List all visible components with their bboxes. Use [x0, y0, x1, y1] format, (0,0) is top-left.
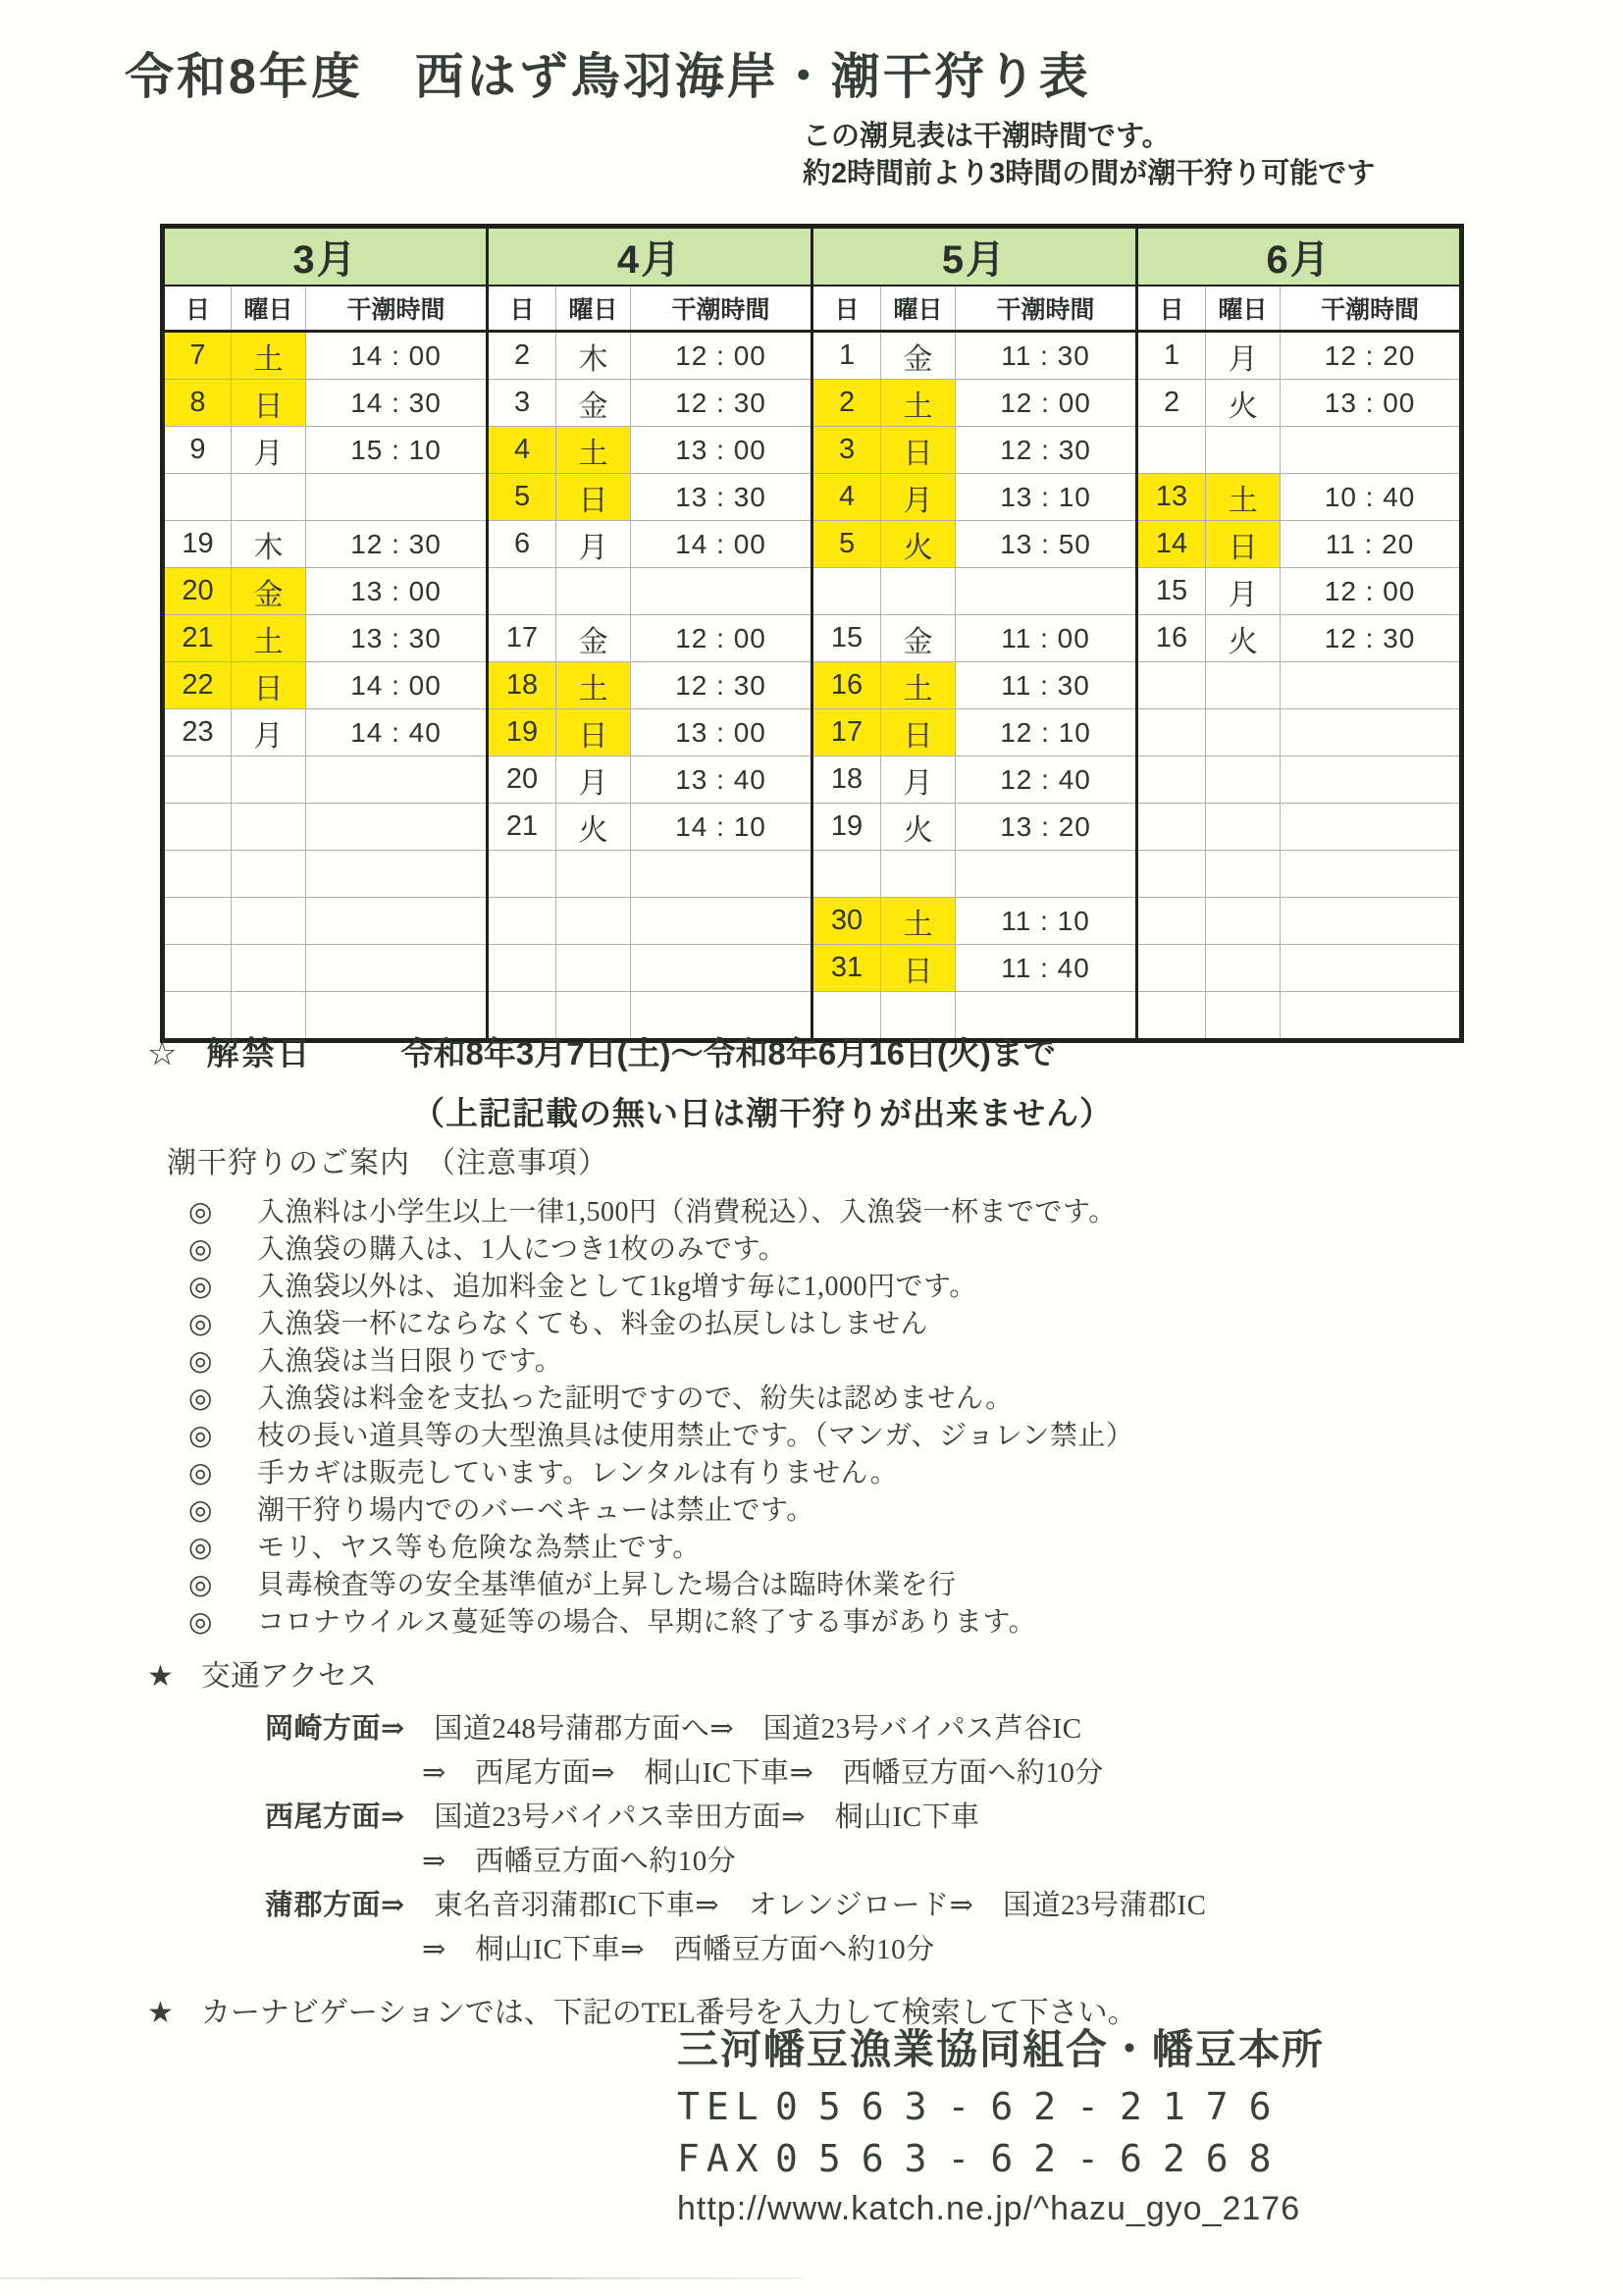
- day-cell: 21: [163, 615, 232, 662]
- subtitle-line1: この潮見表は干潮時間です。: [803, 121, 1171, 152]
- time-cell: [631, 851, 812, 898]
- time-cell: [631, 945, 812, 992]
- guide-item: [167, 1600, 1133, 1638]
- weekday-cell: [881, 568, 956, 615]
- weekday-cell: [556, 898, 631, 945]
- tide-table: [160, 224, 1464, 1043]
- weekday-cell: 火: [881, 804, 956, 851]
- day-cell: 19: [488, 709, 556, 757]
- day-cell: [488, 898, 556, 945]
- guide-item: [167, 1488, 1133, 1526]
- double-circle-bullet-icon: ◎: [188, 1570, 213, 1600]
- tel-label: TEL: [677, 2085, 765, 2128]
- tide-row: [163, 615, 1462, 662]
- time-cell: [1281, 992, 1462, 1041]
- guide-item: [167, 1265, 1133, 1302]
- time-cell: 14 : 40: [306, 709, 488, 757]
- page-title: 令和8年度 西はず鳥羽海岸・潮干狩り表: [125, 49, 1091, 104]
- day-cell: [1137, 709, 1206, 757]
- col-header-weekday: 曜日: [232, 286, 306, 332]
- double-circle-bullet-icon: ◎: [188, 1197, 213, 1227]
- day-cell: [1137, 992, 1206, 1041]
- weekday-cell: [1206, 804, 1281, 851]
- day-cell: [163, 804, 232, 851]
- double-circle-bullet-icon: ◎: [188, 1607, 213, 1638]
- weekday-cell: 土: [232, 615, 306, 662]
- time-cell: 14 : 30: [306, 380, 488, 427]
- guide-item: [167, 1526, 1133, 1563]
- weekday-cell: 日: [881, 427, 956, 474]
- weekday-cell: 月: [1206, 332, 1281, 380]
- weekday-cell: 日: [1206, 521, 1281, 568]
- time-cell: 12 : 00: [956, 380, 1137, 427]
- tide-row: [163, 804, 1462, 851]
- weekday-cell: 日: [556, 709, 631, 757]
- time-cell: 14 : 00: [631, 521, 812, 568]
- day-cell: [163, 851, 232, 898]
- double-circle-bullet-icon: ◎: [188, 1383, 213, 1414]
- tel-number: 0563-62-2176: [775, 2085, 1292, 2128]
- weekday-cell: [1206, 662, 1281, 709]
- col-header-time: 干潮時間: [1281, 286, 1462, 332]
- double-circle-bullet-icon: ◎: [188, 1495, 213, 1526]
- route-origin: 西尾方面⇒: [265, 1801, 405, 1833]
- day-cell: 18: [812, 757, 881, 804]
- weekday-cell: 日: [232, 662, 306, 709]
- time-cell: 12 : 30: [631, 662, 812, 709]
- weekday-cell: 金: [232, 568, 306, 615]
- weekday-cell: 火: [1206, 380, 1281, 427]
- time-cell: [1281, 945, 1462, 992]
- guide-item-text: 入漁袋は当日限りです。: [257, 1346, 563, 1377]
- day-cell: [812, 568, 881, 615]
- weekday-cell: [556, 851, 631, 898]
- guide-item: [167, 1451, 1133, 1488]
- weekday-cell: 金: [881, 615, 956, 662]
- route-origin: 岡崎方面⇒: [265, 1713, 405, 1745]
- tide-row: [163, 332, 1462, 380]
- star-filled-icon: ★: [147, 1997, 174, 2029]
- guide-item-text: 入漁袋以外は、追加料金として1kg増す毎に1,000円です。: [257, 1272, 977, 1302]
- time-cell: 11 : 00: [956, 615, 1137, 662]
- time-cell: [306, 804, 488, 851]
- guide-item-text: 潮干狩り場内でのバーベキューは禁止です。: [257, 1495, 814, 1526]
- day-cell: 16: [1137, 615, 1206, 662]
- route-description: 東名音羽蒲郡IC下車⇒ オレンジロード⇒ 国道23号蒲郡IC: [404, 1890, 1207, 1921]
- access-route-line: [265, 1706, 1206, 1750]
- weekday-cell: [1206, 992, 1281, 1041]
- month-header-march: 3月: [163, 227, 488, 287]
- access-section: [147, 1651, 1206, 1971]
- access-route-line: [265, 1883, 1206, 1927]
- open-season-note: （上記記載の無い日は潮干狩りが出来ません）: [412, 1095, 1113, 1131]
- guide-item-text: 手カギは販売しています。レンタルは有りません。: [257, 1458, 899, 1488]
- time-cell: 12 : 30: [1281, 615, 1462, 662]
- weekday-cell: 火: [556, 804, 631, 851]
- day-cell: 21: [488, 804, 556, 851]
- scan-artifact-line: [0, 2277, 805, 2279]
- day-cell: [488, 568, 556, 615]
- day-cell: [1137, 898, 1206, 945]
- weekday-cell: 月: [556, 521, 631, 568]
- time-cell: 11 : 40: [956, 945, 1137, 992]
- access-heading: 交通アクセス: [200, 1660, 378, 1693]
- day-cell: [163, 474, 232, 521]
- time-cell: 14 : 00: [306, 662, 488, 709]
- time-cell: 12 : 30: [956, 427, 1137, 474]
- tide-row: [163, 945, 1462, 992]
- carnavi-text: カーナビゲーションでは、下記のTEL番号を入力して検索して下さい。: [200, 1997, 1137, 2029]
- day-cell: 2: [1137, 380, 1206, 427]
- day-cell: [488, 851, 556, 898]
- col-header-time: 干潮時間: [631, 286, 812, 332]
- col-header-day: 日: [1137, 286, 1206, 332]
- day-cell: 16: [812, 662, 881, 709]
- day-cell: 22: [163, 662, 232, 709]
- weekday-cell: 日: [881, 945, 956, 992]
- weekday-cell: [881, 851, 956, 898]
- contact-block: [677, 2017, 1325, 2228]
- time-cell: 13 : 00: [631, 427, 812, 474]
- double-circle-bullet-icon: ◎: [188, 1421, 213, 1451]
- day-cell: 7: [163, 332, 232, 380]
- guide-section: [167, 1138, 1133, 1638]
- guide-item-text: 入漁料は小学生以上一律1,500円（消費税込）、入漁袋一杯までです。: [257, 1197, 1117, 1227]
- day-cell: 9: [163, 427, 232, 474]
- col-header-day: 日: [163, 286, 232, 332]
- time-cell: [306, 898, 488, 945]
- weekday-cell: [1206, 851, 1281, 898]
- day-cell: 5: [488, 474, 556, 521]
- tide-row: [163, 474, 1462, 521]
- weekday-cell: 月: [881, 757, 956, 804]
- day-cell: [488, 945, 556, 992]
- subtitle-line2: 約2時間前より3時間の間が潮干狩り可能です: [803, 158, 1376, 189]
- access-route-line: [265, 1795, 1206, 1839]
- time-cell: 12 : 20: [1281, 332, 1462, 380]
- weekday-cell: 木: [556, 332, 631, 380]
- time-cell: 13 : 00: [306, 568, 488, 615]
- double-circle-bullet-icon: ◎: [188, 1309, 213, 1339]
- day-cell: 20: [163, 568, 232, 615]
- day-cell: 18: [488, 662, 556, 709]
- weekday-cell: [232, 757, 306, 804]
- time-cell: [1281, 804, 1462, 851]
- day-cell: [812, 851, 881, 898]
- access-routes: [265, 1706, 1206, 1971]
- day-cell: 14: [1137, 521, 1206, 568]
- time-cell: [306, 851, 488, 898]
- weekday-cell: 土: [881, 898, 956, 945]
- day-cell: [1137, 427, 1206, 474]
- time-cell: 14 : 00: [306, 332, 488, 380]
- star-outline-icon: ☆: [147, 1035, 178, 1072]
- weekday-cell: [556, 945, 631, 992]
- guide-item-text: 枝の長い道具等の大型漁具は使用禁止です。（マンガ、ジョレン禁止）: [257, 1421, 1134, 1451]
- weekday-cell: 月: [556, 757, 631, 804]
- double-circle-bullet-icon: ◎: [188, 1346, 213, 1377]
- open-season-section: [147, 1028, 1113, 1134]
- time-cell: 13 : 40: [631, 757, 812, 804]
- time-cell: [631, 898, 812, 945]
- col-header-weekday: 曜日: [1206, 286, 1281, 332]
- time-cell: 12 : 00: [1281, 568, 1462, 615]
- time-cell: [956, 568, 1137, 615]
- weekday-cell: 日: [232, 380, 306, 427]
- col-header-weekday: 曜日: [556, 286, 631, 332]
- day-cell: [163, 898, 232, 945]
- organization-name: 三河幡豆漁業協同組合・幡豆本所: [677, 2026, 1326, 2072]
- day-cell: 15: [812, 615, 881, 662]
- weekday-cell: [232, 474, 306, 521]
- day-cell: 1: [1137, 332, 1206, 380]
- guide-item-text: 入漁袋の購入は、1人につき1枚のみです。: [257, 1234, 787, 1265]
- weekday-cell: 金: [556, 615, 631, 662]
- day-cell: 6: [488, 521, 556, 568]
- time-cell: [1281, 427, 1462, 474]
- weekday-cell: 土: [556, 662, 631, 709]
- weekday-cell: 土: [232, 332, 306, 380]
- time-cell: [1281, 898, 1462, 945]
- guide-heading: 潮干狩りのご案内 （注意事項）: [167, 1147, 608, 1179]
- weekday-cell: 月: [881, 474, 956, 521]
- time-cell: 11 : 10: [956, 898, 1137, 945]
- time-cell: 12 : 00: [631, 615, 812, 662]
- day-cell: 31: [812, 945, 881, 992]
- weekday-cell: 日: [556, 474, 631, 521]
- day-cell: [1137, 851, 1206, 898]
- weekday-cell: [1206, 757, 1281, 804]
- weekday-cell: [556, 568, 631, 615]
- day-cell: 4: [488, 427, 556, 474]
- time-cell: [1281, 757, 1462, 804]
- time-cell: [306, 757, 488, 804]
- guide-item-text: 入漁袋一杯にならなくても、料金の払戻しはしません: [257, 1309, 929, 1339]
- day-cell: [163, 945, 232, 992]
- guide-item: [167, 1227, 1133, 1265]
- month-header-june: 6月: [1137, 227, 1462, 287]
- weekday-cell: [1206, 427, 1281, 474]
- time-cell: 15 : 10: [306, 427, 488, 474]
- weekday-cell: [1206, 945, 1281, 992]
- day-cell: 30: [812, 898, 881, 945]
- weekday-cell: [232, 898, 306, 945]
- time-cell: [1281, 709, 1462, 757]
- tide-row: [163, 757, 1462, 804]
- guide-item: [167, 1339, 1133, 1377]
- day-cell: [163, 757, 232, 804]
- time-cell: 11 : 30: [956, 662, 1137, 709]
- time-cell: 13 : 00: [1281, 380, 1462, 427]
- weekday-cell: [1206, 898, 1281, 945]
- time-cell: [306, 945, 488, 992]
- day-cell: [1137, 757, 1206, 804]
- day-cell: 1: [812, 332, 881, 380]
- time-cell: 13 : 30: [631, 474, 812, 521]
- route-description: 国道23号バイパス幸田方面⇒ 桐山IC下車: [404, 1801, 980, 1833]
- day-cell: 19: [163, 521, 232, 568]
- guide-item: [167, 1414, 1133, 1451]
- route-origin: 蒲郡方面⇒: [265, 1890, 405, 1921]
- access-route-line: [265, 1750, 1206, 1795]
- col-header-day: 日: [488, 286, 556, 332]
- guide-items: [167, 1190, 1133, 1638]
- day-cell: 2: [812, 380, 881, 427]
- guide-item: [167, 1563, 1133, 1600]
- guide-item: [167, 1377, 1133, 1414]
- tide-row: [163, 898, 1462, 945]
- day-cell: 8: [163, 380, 232, 427]
- weekday-cell: [232, 945, 306, 992]
- time-cell: [1281, 851, 1462, 898]
- double-circle-bullet-icon: ◎: [188, 1272, 213, 1302]
- weekday-cell: 土: [881, 380, 956, 427]
- route-description: 国道248号蒲郡方面へ⇒ 国道23号バイパス芦谷IC: [404, 1713, 1082, 1745]
- double-circle-bullet-icon: ◎: [188, 1458, 213, 1488]
- month-header-row: [163, 227, 1462, 287]
- guide-item: [167, 1190, 1133, 1227]
- access-route-line: [265, 1839, 1206, 1883]
- weekday-cell: 金: [556, 380, 631, 427]
- tide-row: [163, 568, 1462, 615]
- time-cell: 12 : 40: [956, 757, 1137, 804]
- time-cell: 11 : 30: [956, 332, 1137, 380]
- tide-row: [163, 521, 1462, 568]
- tide-row: [163, 380, 1462, 427]
- day-cell: 20: [488, 757, 556, 804]
- weekday-cell: 日: [881, 709, 956, 757]
- guide-item-text: モリ、ヤス等も危険な為禁止です。: [257, 1533, 701, 1563]
- column-header-row: [163, 286, 1462, 332]
- time-cell: 13 : 20: [956, 804, 1137, 851]
- tide-row: [163, 709, 1462, 757]
- time-cell: [306, 474, 488, 521]
- weekday-cell: 土: [881, 662, 956, 709]
- day-cell: [1137, 804, 1206, 851]
- guide-item-text: 貝毒検査等の安全基準値が上昇した場合は臨時休業を行: [257, 1570, 957, 1600]
- subtitle: [803, 118, 1375, 192]
- website-url: http://www.katch.ne.jp/^hazu_gyo_2176: [677, 2190, 1301, 2227]
- col-header-day: 日: [812, 286, 881, 332]
- guide-item-text: コロナウイルス蔓延等の場合、早期に終了する事があります。: [257, 1607, 1037, 1638]
- weekday-cell: 木: [232, 521, 306, 568]
- day-cell: [1137, 945, 1206, 992]
- day-cell: 4: [812, 474, 881, 521]
- fax-label: FAX: [677, 2137, 765, 2180]
- time-cell: [631, 568, 812, 615]
- day-cell: 23: [163, 709, 232, 757]
- time-cell: 13 : 50: [956, 521, 1137, 568]
- weekday-cell: 火: [1206, 615, 1281, 662]
- time-cell: 13 : 00: [631, 709, 812, 757]
- guide-item-text: 入漁袋は料金を支払った証明ですので、紛失は認めません。: [257, 1383, 1014, 1414]
- double-circle-bullet-icon: ◎: [188, 1533, 213, 1563]
- day-cell: 5: [812, 521, 881, 568]
- route-description: ⇒ 西幡豆方面へ約10分: [422, 1846, 737, 1877]
- weekday-cell: [232, 804, 306, 851]
- day-cell: 17: [488, 615, 556, 662]
- weekday-cell: [232, 851, 306, 898]
- tide-row: [163, 427, 1462, 474]
- month-header-may: 5月: [812, 227, 1137, 287]
- route-description: ⇒ 西尾方面⇒ 桐山IC下車⇒ 西幡豆方面へ約10分: [422, 1757, 1104, 1789]
- weekday-cell: 月: [1206, 568, 1281, 615]
- time-cell: 14 : 10: [631, 804, 812, 851]
- weekday-cell: [1206, 709, 1281, 757]
- weekday-cell: 土: [556, 427, 631, 474]
- time-cell: 12 : 10: [956, 709, 1137, 757]
- open-season-label: 解禁日: [206, 1035, 313, 1071]
- weekday-cell: 金: [881, 332, 956, 380]
- fax-number: 0563-62-6268: [775, 2137, 1292, 2180]
- day-cell: 3: [488, 380, 556, 427]
- double-circle-bullet-icon: ◎: [188, 1234, 213, 1265]
- day-cell: 13: [1137, 474, 1206, 521]
- month-header-april: 4月: [488, 227, 812, 287]
- day-cell: [1137, 662, 1206, 709]
- time-cell: 13 : 30: [306, 615, 488, 662]
- weekday-cell: 月: [232, 427, 306, 474]
- weekday-cell: 火: [881, 521, 956, 568]
- day-cell: 3: [812, 427, 881, 474]
- col-header-time: 干潮時間: [956, 286, 1137, 332]
- time-cell: [1281, 662, 1462, 709]
- open-season-dates: 令和8年3月7日(土)～令和8年6月16日(火)まで: [400, 1035, 1056, 1071]
- time-cell: 12 : 30: [306, 521, 488, 568]
- day-cell: 17: [812, 709, 881, 757]
- time-cell: 10 : 40: [1281, 474, 1462, 521]
- access-route-line: [265, 1927, 1206, 1971]
- day-cell: 2: [488, 332, 556, 380]
- tide-row: [163, 851, 1462, 898]
- day-cell: 15: [1137, 568, 1206, 615]
- time-cell: 12 : 30: [631, 380, 812, 427]
- tide-row: [163, 662, 1462, 709]
- star-filled-icon: ★: [147, 1660, 174, 1693]
- guide-item: [167, 1302, 1133, 1339]
- time-cell: [956, 851, 1137, 898]
- weekday-cell: 土: [1206, 474, 1281, 521]
- col-header-weekday: 曜日: [881, 286, 956, 332]
- time-cell: 11 : 20: [1281, 521, 1462, 568]
- col-header-time: 干潮時間: [306, 286, 488, 332]
- day-cell: 19: [812, 804, 881, 851]
- time-cell: 13 : 10: [956, 474, 1137, 521]
- time-cell: 12 : 00: [631, 332, 812, 380]
- route-description: ⇒ 桐山IC下車⇒ 西幡豆方面へ約10分: [422, 1934, 935, 1965]
- weekday-cell: 月: [232, 709, 306, 757]
